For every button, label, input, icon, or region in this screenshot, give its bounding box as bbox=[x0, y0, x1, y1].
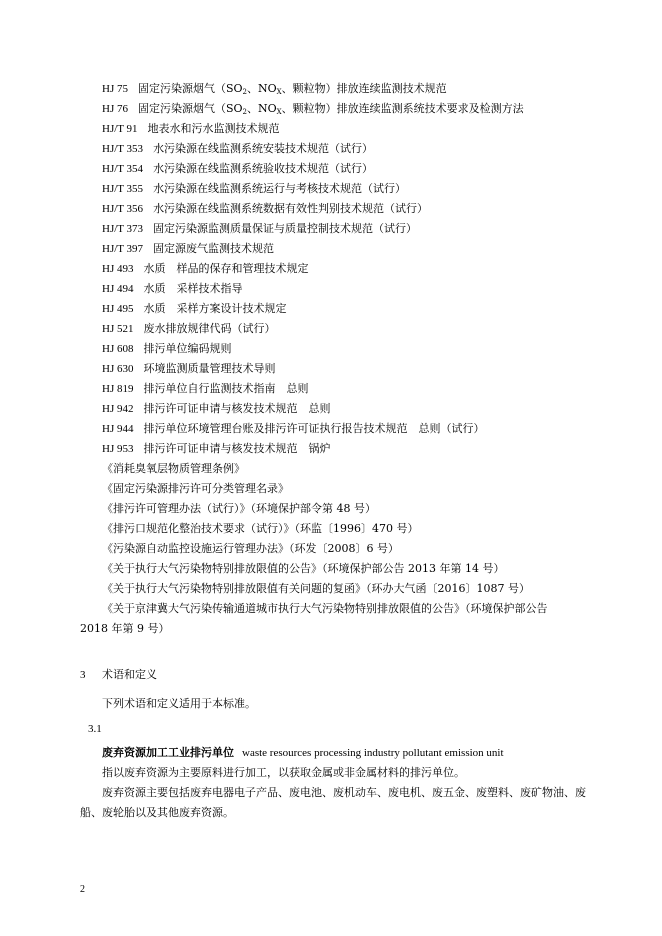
reference-code: HJ/T 355 bbox=[102, 183, 144, 195]
section-heading bbox=[80, 668, 157, 682]
reference-title: 固定源废气监测技术规范 bbox=[153, 242, 275, 255]
document-item: 《关于执行大气污染物特别排放限值的公告》（环境保护部公告 2013 年第 14 号） bbox=[102, 562, 505, 575]
reference-item bbox=[102, 342, 231, 356]
reference-code: HJ 76 bbox=[102, 103, 128, 115]
reference-title: 环境监测质量管理技术导则 bbox=[143, 362, 276, 375]
reference-item bbox=[102, 402, 330, 416]
reference-code: HJ 494 bbox=[102, 283, 134, 295]
term-english: waste resources processing industry pollutant emission unit bbox=[242, 747, 504, 759]
reference-code: HJ 495 bbox=[102, 303, 134, 315]
reference-item bbox=[102, 442, 330, 456]
reference-code: HJ 819 bbox=[102, 383, 134, 395]
reference-code: HJ/T 91 bbox=[102, 123, 138, 135]
document-item: 《关于京津冀大气污染传输通道城市执行大气污染物特别排放限值的公告》（环境保护部公告 2018 年第 9 号） bbox=[80, 602, 548, 635]
reference-title: 排污单位编码规则 bbox=[143, 342, 232, 355]
reference-title: 水污染源在线监测系统验收技术规范（试行） bbox=[153, 162, 374, 175]
term-note: 废弃资源主要包括废弃电器电子产品、废电池、废机动车、废电机、废五金、废塑料、废矿物油、废船、废轮胎以及其他废弃资源。 bbox=[80, 786, 586, 819]
document-item: 《消耗臭氧层物质管理条例》 bbox=[102, 462, 245, 475]
reference-code: HJ 493 bbox=[102, 263, 134, 275]
reference-code: HJ 944 bbox=[102, 423, 134, 435]
reference-item bbox=[102, 182, 406, 196]
reference-code: HJ/T 373 bbox=[102, 223, 144, 235]
reference-title: 固定污染源烟气（$SO_2$、$NO_X$、颗粒物）排放连续监测技术规范 bbox=[137, 82, 447, 96]
reference-code: HJ/T 397 bbox=[102, 243, 144, 255]
reference-item bbox=[102, 102, 524, 119]
reference-title: 水污染源在线监测系统数据有效性判别技术规范（试行） bbox=[153, 202, 429, 215]
reference-item bbox=[102, 322, 275, 336]
reference-code: HJ/T 356 bbox=[102, 203, 144, 215]
document-item: 《排污口规范化整治技术要求（试行）》（环监〔1996〕470 号） bbox=[102, 522, 419, 535]
term-chinese: 废弃资源加工工业排污单位 bbox=[102, 746, 234, 759]
reference-title: 水质 样品的保存和管理技术规定 bbox=[143, 262, 309, 275]
reference-title: 水质 采样方案设计技术规定 bbox=[143, 302, 287, 315]
reference-title: 水污染源在线监测系统安装技术规范（试行） bbox=[153, 142, 374, 155]
reference-title: 固定污染源监测质量保证与质量控制技术规范（试行） bbox=[153, 222, 418, 235]
section-intro: 下列术语和定义适用于本标准。 bbox=[102, 697, 256, 710]
reference-title: 排污单位环境管理台账及排污许可证执行报告技术规范 总则（试行） bbox=[143, 422, 485, 435]
reference-code: HJ 630 bbox=[102, 363, 134, 375]
reference-title: 排污单位自行监测技术指南 总则 bbox=[143, 382, 309, 395]
reference-item bbox=[102, 202, 428, 216]
reference-item bbox=[102, 242, 274, 256]
reference-item bbox=[102, 422, 484, 436]
reference-code: HJ 75 bbox=[102, 83, 128, 95]
reference-item bbox=[102, 122, 280, 136]
reference-code: HJ/T 353 bbox=[102, 143, 144, 155]
reference-title: 排污许可证申请与核发技术规范 总则 bbox=[143, 402, 331, 415]
reference-item bbox=[102, 262, 308, 276]
reference-code: HJ 942 bbox=[102, 403, 134, 415]
document-item: 《污染源自动监控设施运行管理办法》（环发〔2008〕6 号） bbox=[102, 542, 399, 555]
term-entry bbox=[102, 746, 504, 760]
reference-title: 废水排放规律代码（试行） bbox=[143, 322, 276, 335]
reference-title: 地表水和污水监测技术规范 bbox=[147, 122, 280, 135]
term-definition: 指以废弃资源为主要原料进行加工，以获取金属或非金属材料的排污单位。 bbox=[102, 766, 465, 779]
reference-code: HJ 953 bbox=[102, 443, 134, 455]
reference-item bbox=[102, 382, 308, 396]
document-item: 《排污许可管理办法（试行）》（环境保护部令第 48 号） bbox=[102, 502, 376, 515]
reference-item bbox=[102, 282, 242, 296]
reference-title: 排污许可证申请与核发技术规范 锅炉 bbox=[143, 442, 331, 455]
reference-item bbox=[102, 222, 417, 236]
reference-title: 水质 采样技术指导 bbox=[143, 282, 243, 295]
reference-title: 固定污染源烟气（$SO_2$、$NO_X$、颗粒物）排放连续监测系统技术要求及检测方法 bbox=[137, 102, 524, 116]
subsection-number: 3.1 bbox=[88, 723, 102, 735]
reference-title: 水污染源在线监测系统运行与考核技术规范（试行） bbox=[153, 182, 407, 195]
document-item: 《固定污染源排污许可分类管理名录》 bbox=[102, 482, 289, 495]
reference-code: HJ/T 354 bbox=[102, 163, 144, 175]
reference-item bbox=[102, 82, 447, 99]
reference-item bbox=[102, 162, 373, 176]
reference-item bbox=[102, 302, 286, 316]
reference-item bbox=[102, 362, 275, 376]
section-number: 3 bbox=[80, 669, 86, 681]
reference-item bbox=[102, 142, 373, 156]
document-item: 《关于执行大气污染物特别排放限值有关问题的复函》（环办大气函〔2016〕1087 号） bbox=[102, 582, 530, 595]
reference-code: HJ 608 bbox=[102, 343, 134, 355]
section-title: 术语和定义 bbox=[102, 668, 157, 681]
page-number: 2 bbox=[80, 884, 85, 895]
reference-code: HJ 521 bbox=[102, 323, 134, 335]
